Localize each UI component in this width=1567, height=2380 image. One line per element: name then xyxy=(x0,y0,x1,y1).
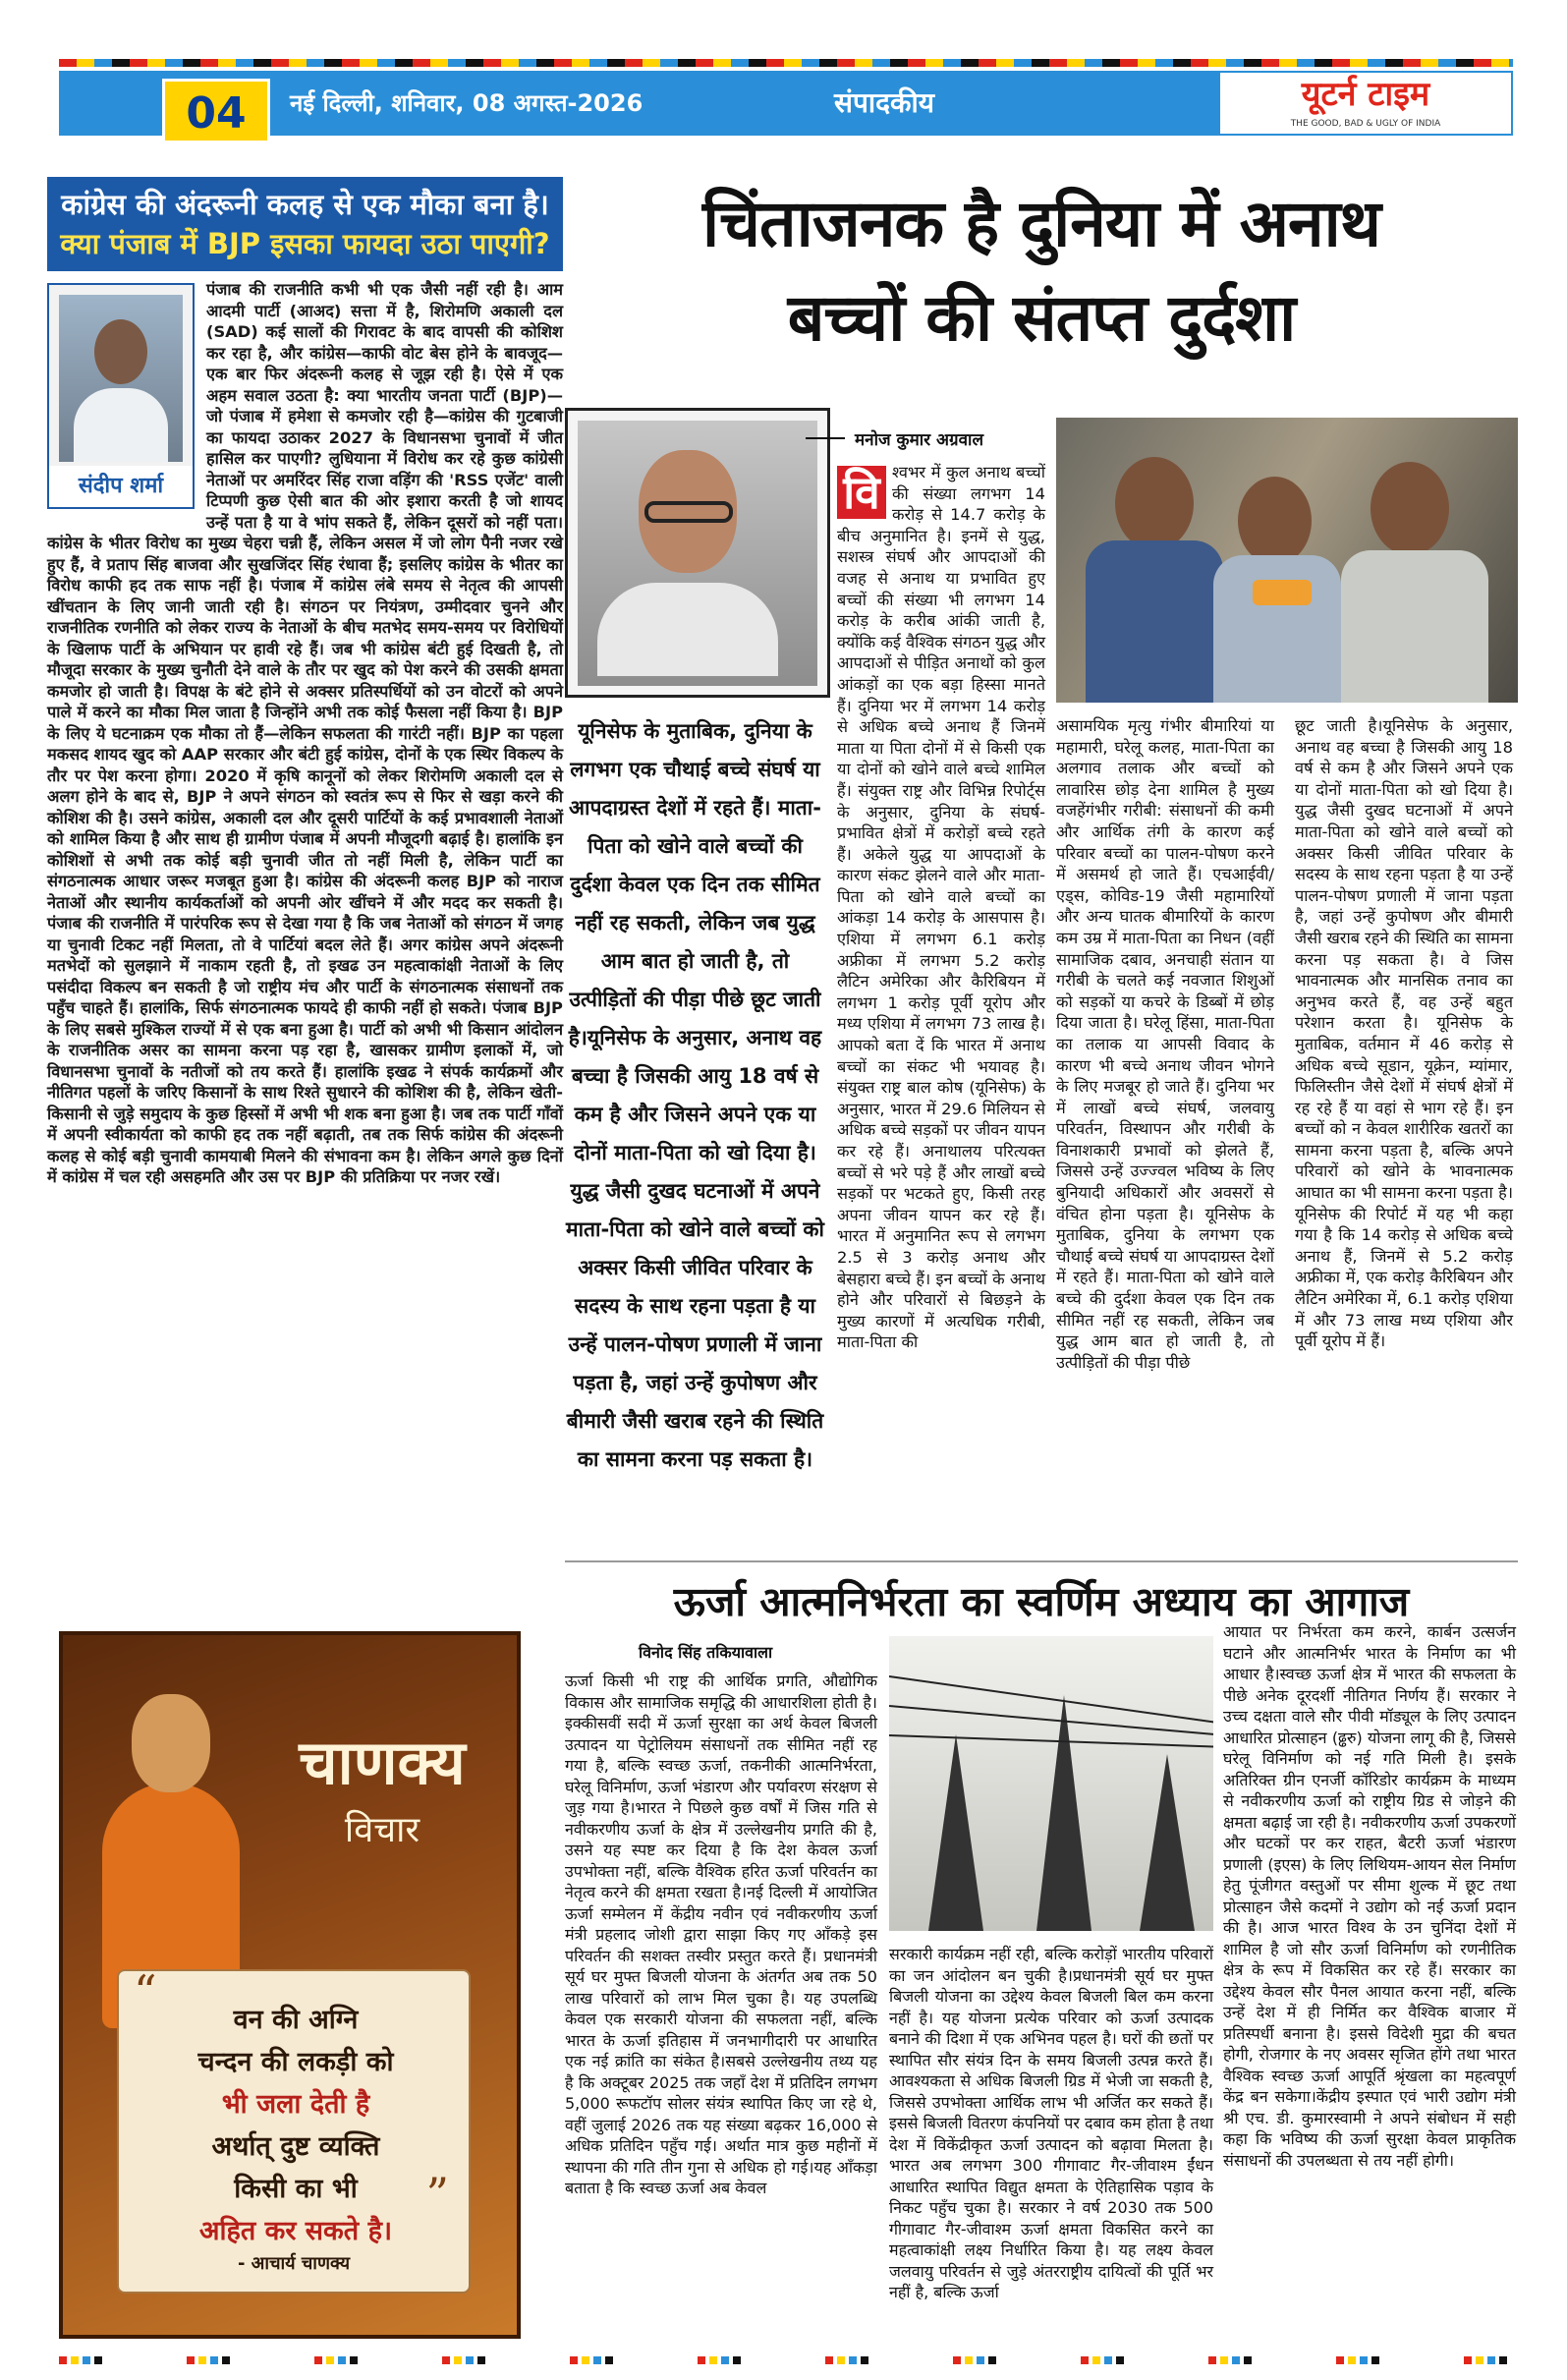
lead-col-3: छूट जाती है।यूनिसेफ के अनुसार, अनाथ वह बच्चा है जिसकी आयु 18 वर्ष से कम है और जिसने अपने एक या दोनों माता-पिता को खो दिया है। युद्ध जैसी दुखद घटनाओं में अपने माता-पिता को खोने वाले बच्चों को अक्सर किसी जीवित परिवार के सदस्य के साथ रहना पड़ता है या उन्हें पालन-पोषण प्रणाली में जाना पड़ता है, जहां उन्हें कुपोषण और बीमारी जैसी खराब रहने की स्थिति का सामना करना पड़ सकता है। वे जिस भावनात्मक और मानसिक तनाव का अनुभव करते हैं, वह उन्हें बहुत परेशान करता है। यूनिसेफ के मुताबिक, वर्तमान में 46 करोड़ से अधिक बच्चे सूडान, यूक्रेन, म्यांमार, फिलिस्तीन जैसे देशों में संघर्ष क्षेत्रों में रह रहे हैं या वहां से भाग रहे हैं। इन बच्चों को न केवल शारीरिक खतरों का सामना करना पड़ता है, बल्कि अपने परिवारों को खोने के भावनात्मक आघात का भी सामना करना पड़ता है। यूनिसेफ की रिपोर्ट में यह भी कहा गया है कि 14 करोड़ से अधिक बच्चे अनाथ हैं, जिनमें से 5.2 करोड़ अफ्रीका में, एक करोड़ कैरिबियन और लैटिन अमेरिका में, 6.1 करोड़ एशिया में और 73 लाख मध्य एशिया और पूर्वी यूरोप में हैं। xyxy=(1295,716,1513,1351)
lead-col-1-rest: और आपदाओं की वजह से अनाथ या प्रभावित हुए बच्चों की संख्या भी लगभग 14 करोड़ के करीब आंकी जाती है, क्योंकि कई वैश्विक संगठन युद्ध और आपदाओं से पीड़ित अनाथों को कुल आंकड़ों का एक बड़ा हिस्सा मानते हैं। दुनिया भर में लगभग 14 करोड़ से अधिक बच्चे अनाथ हैं जिनमें माता या पिता दोनों में से किसी एक या दोनों को खोने वाले बच्चे शामिल हैं। संयुक्त राष्ट्र और विभिन्न रिपोर्ट्स के अनुसार, दुनिया के संघर्ष-प्रभावित क्षेत्रों में करोड़ों बच्चे रहते हैं। अकेले युद्ध या आपदाओं के कारण संकट झेलने वाले और माता-पिता को खोने वाले बच्चों का आंकड़ा 14 करोड़ के आसपास है। एशिया में लगभग 6.1 करोड़ अफ्रीका में लगभग 5.2 करोड़ लैटिन अमेरिका और कैरिबियन में लगभग 1 करोड़ पूर्वी यूरोप और मध्य एशिया में लगभग 73 लाख है। आपको बता दें कि भारत में अनाथ बच्चों का संकट भी भयावह है। संयुक्त राष्ट्र बाल कोष (यूनिसेफ) के अनुसार, भारत में 29.6 मिलियन से अधिक बच्चे सड़कों पर जीवन यापन कर रहे हैं। अनाथालय परित्यक्त बच्चों से भरे पड़े हैं और लाखों बच्चे सड़कों पर भटकते हुए, किसी तरह अपना जीवन यापन कर रहे हैं। भारत में अनुमानित रूप से लगभग 2.5 से 3 करोड़ अनाथ और बेसहारा बच्चे हैं। इन बच्चों के अनाथ होने और परिवारों से बिछड़ने के मुख्य कारणों में अत्यधिक गरीबी, माता-पिता की xyxy=(837,547,1045,1352)
left-story-headline xyxy=(47,177,563,271)
masthead-tagline: THE GOOD, BAD & UGLY OF INDIA xyxy=(1290,119,1441,129)
author-photo-box xyxy=(47,283,195,509)
color-strip-top xyxy=(59,59,1513,67)
quote-line: भी जला देती है xyxy=(221,2089,370,2120)
quote-open-icon: “ xyxy=(134,1965,157,2018)
chanakya-title: चाणक्य xyxy=(299,1727,466,1798)
quote-line: किसी का भी xyxy=(234,2174,358,2204)
energy-col-1: ऊर्जा किसी भी राष्ट्र की आर्थिक प्रगति, औद्योगिक विकास और सामाजिक समृद्धि की आधारशिला होती है। इक्कीसवीं सदी में ऊर्जा सुरक्षा का अर्थ केवल बिजली उत्पादन या पेट्रोलियम संसाधनों तक सीमित नहीं रह गया है, बल्कि स्वच्छ ऊर्जा, तकनीकी आत्मनिर्भरता, घरेलू विनिर्माण, ऊर्जा भंडारण और पर्यावरण संरक्षण से जुड़ गया है।भारत ने पिछले कुछ वर्षों में जिस गति से नवीकरणीय ऊर्जा के क्षेत्र में उल्लेखनीय प्रगति की है, उसने यह स्पष्ट कर दिया है कि देश केवल ऊर्जा उपभोक्ता नहीं, बल्कि वैश्विक हरित ऊर्जा परिवर्तन का नेतृत्व करने की क्षमता रखता है।नई दिल्ली में आयोजित ऊर्जा सम्मेलन में केंद्रीय नवीन एवं नवीकरणीय ऊर्जा मंत्री प्रहलाद जोशी द्वारा साझा किए गए आँकड़े इस परिवर्तन की सशक्त तस्वीर प्रस्तुत करते हैं। प्रधानमंत्री सूर्य घर मुफ्त बिजली योजना के अंतर्गत अब तक 50 लाख परिवारों को लाभ मिल चुका है। यह उपलब्धि केवल एक सरकारी योजना की सफलता नहीं, बल्कि भारत के ऊर्जा इतिहास में जनभागीदारी पर आधारित एक नई क्रांति का संकेत है।सबसे उल्लेखनीय तथ्य यह है कि अक्टूबर 2025 तक जहाँ देश में प्रतिदिन लगभग 5,000 रूफटॉप सोलर संयंत्र स्थापित किए जा रहे थे, वहीं जुलाई 2026 तक यह संख्या बढ़कर 16,000 से अधिक प्रतिदिन पहुँच गई। अर्थात मात्र कुछ महीनों में स्थापना की गति तीन गुना से अधिक हो गई।यह आँकड़ा बताता है कि स्वच्छ ऊर्जा अब केवल xyxy=(565,1672,877,2197)
author-photo xyxy=(59,295,183,462)
energy-byline: विनोद सिंह तकियावाला xyxy=(639,1643,773,1662)
lead-byline: मनोज कुमार अग्रवाल xyxy=(855,427,983,450)
lead-col-2: असामयिक मृत्यु गंभीर बीमारियां या महामारी, घरेलू कलह, माता-पिता का अलगाव तलाक और बच्चों को लावारिस छोड़ देना शामिल है मुख्य वजहेंगंभीर गरीबी: संसाधनों की कमी और आर्थिक तंगी के कारण कई परिवार बच्चों का पालन-पोषण करने में असमर्थ हो जाते हैं। एचआईवी/एड्स, कोविड-19 जैसी महामारियों और अन्य घातक बीमारियों के कारण कम उम्र में माता-पिता का निधन (वहीं सामाजिक दबाव, अनचाही संतान या गरीबी के चलते कई नवजात शिशुओं को सड़कों या कचरे के डिब्बों में छोड़ दिया जाता है। घरेलू हिंसा, माता-पिता का तलाक या आपसी विवाद के कारण भी बच्चे अनाथ जीवन भोगने के लिए मजबूर हो जाते हैं। दुनिया भर में लाखों बच्चे संघर्ष, जलवायु परिवर्तन, विस्थापन और गरीबी के विनाशकारी प्रभावों को झेलते हैं, जिससे उन्हें उज्ज्वल भविष्य के लिए बुनियादी अधिकारों और अवसरों से वंचित होना पड़ता है। यूनिसेफ के मुताबिक, दुनिया के लगभग एक चौथाई बच्चे संघर्ष या आपदाग्रस्त देशों में रहते हैं। माता-पिता को खोने वाले बच्चे की दुर्दशा केवल एक दिन तक सीमित नहीं रह सकती, लेकिन जब युद्ध आम बात हो जाती है, तो उत्पीड़ितों की पीड़ा पीछे xyxy=(1056,716,1274,1372)
children-photo xyxy=(1056,418,1518,703)
quote-line: अर्थात् दुष्ट व्यक्ति xyxy=(211,2131,380,2162)
energy-headline: ऊर्जा आत्मनिर्भरता का स्वर्णिम अध्याय का आगाज xyxy=(673,1578,1410,1625)
quote-author: - आचार्य चाणक्य xyxy=(237,2253,351,2274)
quote-line: अहित कर सकते है। xyxy=(198,2216,393,2246)
left-headline-line-1: कांग्रेस की अंदरूनी कलह से एक मौका बना है। xyxy=(61,188,549,221)
lead-headline-line-1: चिंताजनक है दुनिया में अनाथ xyxy=(702,186,1380,261)
columnist-photo xyxy=(565,408,830,698)
power-lines-photo xyxy=(889,1636,1213,1931)
section-name: संपादकीय xyxy=(834,86,934,119)
quote-box xyxy=(117,1965,471,2294)
lead-headline xyxy=(565,177,1518,366)
section-divider xyxy=(565,1560,1518,1562)
left-headline-line-2: क्या पंजाब में BJP इसका फायदा उठा पाएगी? xyxy=(60,227,550,260)
left-story-text: पंजाब की राजनीति कभी भी एक जैसी नहीं रही है। आम आदमी पार्टी (आअद) सत्ता में है, शिरोमणि अकाली दल (SAD) कई सालों की गिरावट के बाद वापसी की कोशिश कर रहा है, और कांग्रेस—काफी वोट बेस होने के बावजूद—एक बार फिर अंदरूनी कलह से जूझ रही है। ऐसे में एक अहम सवाल उठता है: क्या भारतीय जनता पार्टी (BJP)—जो पंजाब में हमेशा से कमजोर रही है—कांग्रेस की गुटबाजी का फायदा उठाकर 2027 के विधानसभा चुनावों में जीत हासिल कर पाएगी? लुधियाना में विरोध कर रहे कुछ कांग्रेसी नेताओं पर अमरिंदर सिंह राजा वड़िंग की 'RSS एजेंट' वाली टिप्पणी कुछ ऐसी बात की ओर इशारा करती है जो शायद उन्हें पता है या वे भांप सकते हैं, लेकिन दूसरों को नहीं पता। कांग्रेस के भीतर विरोध का मुख्य चेहरा चन्नी हैं, लेकिन असल में जो लोग पैनी नजर रखे हुए हैं, वे प्रताप सिंह बाजवा और सुखजिंदर सिंह रंधावा हैं; इसलिए कांग्रेस के भीतर का विरोध काफी हद तक साफ नहीं है। पंजाब में कांग्रेस लंबे समय से नेतृत्व की आपसी खींचतान के लिए जानी जाती रही है। संगठन पर नियंत्रण, उम्मीदवार चुनने और राजनीतिक रणनीति को लेकर राज्य के नेताओं के बीच मतभेद समय-समय पर विरोधियों के खिलाफ पार्टी के अभियान पर हावी रहे हैं। जब भी कांग्रेस बंटी हुई दिखती है, तो मौजूदा सरकार के मुख्य चुनौती देने वाले के तौर पर खुद को पेश करने की उसकी क्षमता कमजोर हो जाती है। विपक्ष के बंटे होने से अक्सर प्रतिस्पर्धियों को उन वोटरों को अपने पाले में करने का मौका मिल जाता है जिन्होंने अभी तक कोई फैसला नहीं किया है। BJP के लिए ये घटनाक्रम एक मौका तो हैं—लेकिन सफलता की गारंटी नहीं। BJP का पहला मकसद शायद खुद को AAP सरकार और बंटी हुई कांग्रेस, दोनों के एक स्थिर विकल्प के तौर पर पेश करना होगा। 2020 में कृषि कानूनों को लेकर शिरोमणि अकाली दल से अलग होने के बाद से, BJP ने अपने संगठन को स्वतंत्र रूप से फिर से खड़ा करने की कोशिश की है। उसने कांग्रेस, अकाली दल और दूसरी पार्टियों के कई प्रभावशाली नेताओं को शामिल किया है और साथ ही ग्रामीण पंजाब में अपनी मौजूदगी बढ़ाई है। हालांकि इन कोशिशों से अभी तक कोई बड़ी चुनावी जीत तो नहीं मिली है, लेकिन पार्टी का संगठनात्मक आधार जरूर मजबूत हुआ है। कांग्रेस की अंदरूनी कलह BJP को नाराज नेताओं और स्थानीय कार्यकर्ताओं को अपनी ओर खींचने में और मदद कर सकती है। पंजाब की राजनीति में पारंपरिक रूप से देखा गया है कि जब नेताओं को संगठन में जगह या चुनावी टिकट नहीं मिलता, तो वे पार्टियां बदल लेते हैं। अगर कांग्रेस अपने अंदरूनी मतभेदों को सुलझाने में नाकाम रहती है, तो इखढ उन महत्वाकांक्षी नेताओं के लिए पसंदीदा विकल्प बन सकती है जो राष्ट्रीय मंच और पार्टी के संगठनात्मक संसाधनों तक पहुँच चाहते हैं। हालांकि, सिर्फ संगठनात्मक फायदे ही काफी नहीं हो सकते। पंजाब BJP के लिए सबसे मुश्किल राज्यों में से एक बना हुआ है। पार्टी को अभी भी किसान आंदोलन के राजनीतिक असर का सामना करना पड़ रहा है, खासकर ग्रामीण इलाकों में, जो विधानसभा चुनावों के नतीजों को तय करते हैं। हालांकि इखढ ने संपर्क कार्यक्रमों और नीतिगत पहलों के जरिए किसानों के साथ रिश्ते सुधारने की कोशिश की है, लेकिन खेती-किसानी से जुड़े समुदाय के कुछ हिस्सों में अभी भी शक बना हुआ है। जब तक पार्टी गाँवों में अपनी स्वीकार्यता को काफी हद तक नहीं बढ़ाती, तब तक सिर्फ कांग्रेस की अंदरूनी कलह से कोई बड़ी चुनावी कामयाबी मिलने की संभावना कम है। लेकिन अगले कुछ दिनों में कांग्रेस में चल रही असहमति और उस पर BJP की प्रतिक्रिया पर नजर रखें। xyxy=(47,280,563,1186)
masthead-logo xyxy=(1218,71,1513,136)
chanakya-subtitle: विचार xyxy=(344,1810,420,1850)
dateline: नई दिल्ली, शनिवार, 08 अगस्त-2026 xyxy=(290,89,644,117)
lead-pullquote: यूनिसेफ के मुताबिक, दुनिया के लगभग एक चौथाई बच्चे संघर्ष या आपदाग्रस्त देशों में रहते हैं। माता-पिता को खोने वाले बच्चों की दुर्दशा केवल एक दिन तक सीमित नहीं रह सकती, लेकिन जब युद्ध आम बात हो जाती है, तो उत्पीड़ितों की पीड़ा पीछे छूट जाती है।यूनिसेफ के अनुसार, अनाथ वह बच्चा है जिसकी आयु 18 वर्ष से कम है और जिसने अपने एक या दोनों माता-पिता को खो दिया है। युद्ध जैसी दुखद घटनाओं में अपने माता-पिता को खोने वाले बच्चों को अक्सर किसी जीवित परिवार के सदस्य के साथ रहना पड़ता है या उन्हें पालन-पोषण प्रणाली में जाना पड़ता है, जहां उन्हें कुपोषण और बीमारी जैसी खराब रहने की स्थिति का सामना करना पड़ सकता है। xyxy=(566,719,824,1471)
quote-text xyxy=(139,1999,453,2252)
lead-col-1 xyxy=(837,462,1045,1353)
left-story xyxy=(47,177,563,1188)
chanakya-quote-panel xyxy=(59,1631,521,2339)
quote-line: वन की अग्नि xyxy=(233,2005,359,2035)
quote-close-icon: ” xyxy=(425,2168,449,2221)
lead-headline-line-2: बच्चों की संतप्त दुर्दशा xyxy=(787,280,1296,356)
color-strip-bottom xyxy=(59,2356,1513,2364)
dropcap: वि xyxy=(837,466,886,519)
page-number: 04 xyxy=(162,79,270,143)
quote-line: चन्दन की लकड़ी को xyxy=(197,2047,394,2077)
lead-col-1-intro: श्वभर में कुल अनाथ बच्चों की संख्या लगभग 14 करोड़ से 14.7 करोड़ के बीच अनुमानित है। इनमें से युद्ध, सशस्त्र संघर्ष xyxy=(837,463,1045,567)
page-header xyxy=(0,0,1567,147)
energy-col-2: सरकारी कार्यक्रम नहीं रही, बल्कि करोड़ों भारतीय परिवारों का जन आंदोलन बन चुकी है।प्रधानमंत्री सूर्य घर मुफ्त बिजली योजना का उद्देश्य केवल बिजली बिल कम करना नहीं है। यह योजना प्रत्येक परिवार को ऊर्जा उत्पादक बनाने की दिशा में एक अभिनव पहल है। घरों की छतों पर स्थापित सौर संयंत्र दिन के समय बिजली उत्पन्न करते हैं। आवश्यकता से अधिक बिजली ग्रिड में भेजी जा सकती है, जिससे उपभोक्ता आर्थिक लाभ भी अर्जित कर सकते हैं।इससे बिजली वितरण कंपनियों पर दबाव कम होता है तथा देश में विकेंद्रीकृत ऊर्जा उत्पादन को बढ़ावा मिलता है।भारत अब लगभग 300 गीगावाट गैर-जीवाश्म ईंधन आधारित स्थापित विद्युत क्षमता के ऐतिहासिक पड़ाव के निकट पहुँच चुका है। सरकार ने वर्ष 2030 तक 500 गीगावाट गैर-जीवाश्म ऊर्जा क्षमता विकसित करने का महत्वाकांक्षी लक्ष्य निर्धारित किया है। यह लक्ष्य केवल जलवायु परिवर्तन से जुड़े अंतरराष्ट्रीय दायित्वों की पूर्ति भर नहीं है, बल्कि ऊर्जा xyxy=(889,1945,1213,2301)
author-name: संदीप शर्मा xyxy=(49,466,193,507)
masthead-title: यूटर्न टाइम xyxy=(1301,75,1430,114)
left-story-body xyxy=(47,279,563,1188)
energy-col-3: आयात पर निर्भरता कम करने, कार्बन उत्सर्जन घटाने और आत्मनिर्भर भारत के निर्माण का भी आधार है।स्वच्छ ऊर्जा क्षेत्र में भारत की सफलता के पीछे अनेक दूरदर्शी नीतिगत निर्णय हैं। सरकार ने उच्च दक्षता वाले सौर पीवी मॉड्यूल के लिए उत्पादन आधारित प्रोत्साहन (ढ्ढरु) योजना लागू की है, जिससे घरेलू विनिर्माण को नई गति मिली है। इसके अतिरिक्त ग्रीन एनर्जी कॉरिडोर कार्यक्रम के माध्यम से नवीकरणीय ऊर्जा को राष्ट्रीय ग्रिड से जोड़ने की क्षमता बढ़ाई जा रही है। नवीकरणीय ऊर्जा उपकरणों और घटकों पर कर राहत, बैटरी ऊर्जा भंडारण प्रणाली (इएस) के लिए लिथियम-आयन सेल निर्माण हेतु पूंजीगत वस्तुओं पर सीमा शुल्क में छूट तथा प्रोत्साहन जैसे कदमों ने उद्योग को नई ऊर्जा प्रदान की है। आज भारत विश्व के उन चुनिंदा देशों में शामिल है जो सौर ऊर्जा विनिर्माण को रणनीतिक क्षेत्र के रूप में विकसित कर रहे हैं। सरकार का उद्देश्य केवल सौर पैनल आयात करना नहीं, बल्कि उन्हें देश में ही निर्मित कर वैश्विक बाजार में प्रतिस्पर्धी बनाना है। इससे विदेशी मुद्रा की बचत होगी, रोजगार के नए अवसर सृजित होंगे तथा भारत वैश्विक स्वच्छ ऊर्जा आपूर्ति श्रृंखला का महत्वपूर्ण केंद्र बन सकेगा।केंद्रीय इस्पात एवं भारी उद्योग मंत्री श्री एच. डी. कुमारस्वामी ने अपने संबोधन में सही कहा कि भविष्य की ऊर्जा सुरक्षा केवल प्राकृतिक संसाधनों की उपलब्धता से तय नहीं होगी। xyxy=(1223,1622,1516,2170)
